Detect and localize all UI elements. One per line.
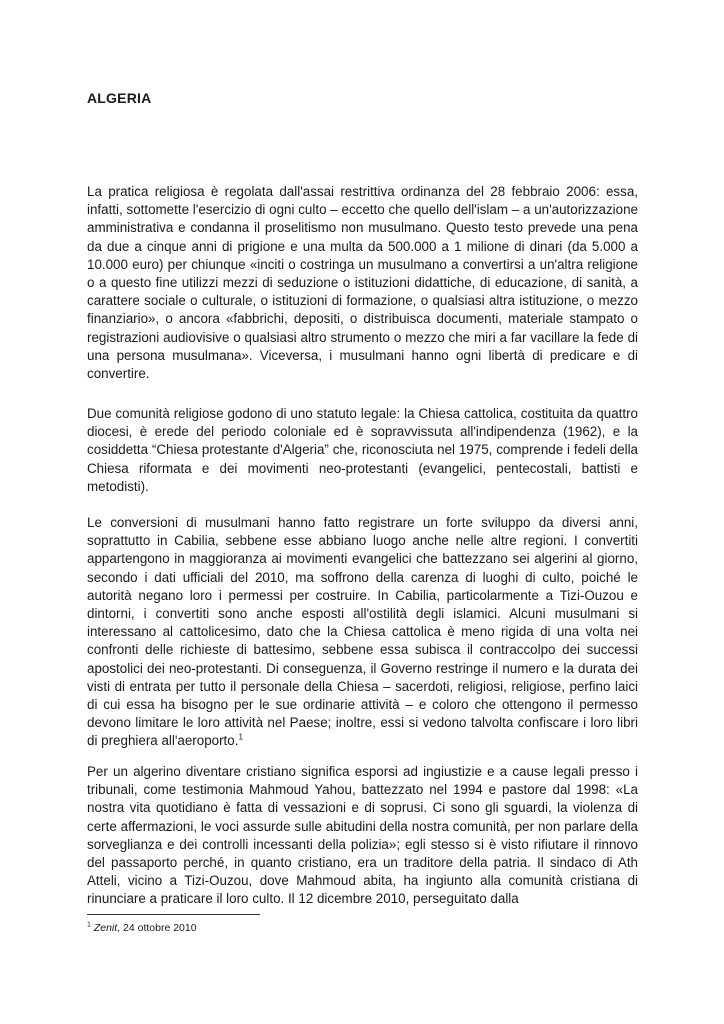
- footnote-divider: [87, 914, 260, 915]
- paragraph-3-text: Le conversioni di musulmani hanno fatto registrare un forte sviluppo da diversi anni, soprattutto in Cabilia, sebbene esse abbiano luogo anche nelle altre regioni. I convertiti appartengono in maggioranza ai movimenti evangelici che battezzano sei algerini al giorno, secondo i dati ufficiali del 2010, ma soffrono della carenza di luoghi di culto, poiché le autorità negano loro i permessi per costruire. In Cabilia, particolarmente a Tizi-Ouzou e dintorni, i convertiti sono anche esposti all'ostilità degli islamici. Alcuni musulmani si interessano al cattolicesimo, dato che la Chiesa cattolica è meno rigida di una volta nei confronti delle richieste di battesimo, sebbene essa subisca il contraccolpo dei successi apostolici dei neo-protestanti. Di conseguenza, il Governo restringe il numero e la durata dei visti di entrata per tutto il personale della Chiesa – sacerdoti, religiosi, religiose, perfino laici di cui essa ha bisogno per le sue ordinarie attività – e coloro che ottengono il permesso devono limitare le loro attività nel Paese; inoltre, essi si vedono talvolta confiscare i loro libri di preghiera all'aeroporto.: [87, 515, 638, 749]
- footnote-date: , 24 ottobre 2010: [117, 922, 197, 934]
- paragraph-4: Per un algerino diventare cristiano significa esporsi ad ingiustizie e a cause legali presso i tribunali, come testimonia Mahmoud Yahou, battezzato nel 1994 e pastore dal 1998: «La nostra vita quotidiano è fatta di vessazioni e di soprusi. Ci sono gli sguardi, la violenza di certe affermazioni, le voci assurde sulle abitudini della nostra comunità, per non parlare della sorveglianza e dei controlli incessanti della polizia»; egli stesso si è visto rifiutare il rinnovo del passaporto perché, in quanto cristiano, era un traditore della patria. Il sindaco di Ath Atteli, vicino a Tizi-Ouzou, dove Mahmoud abita, ha ingiunto alla comunità cristiana di rinunciare a praticare il loro culto. Il 12 dicembre 2010, perseguitato dalla: [87, 764, 638, 907]
- paragraph-3: [87, 514, 638, 751]
- paragraph-1: La pratica religiosa è regolata dall'assai restrittiva ordinanza del 28 febbraio 2006: essa, infatti, sottomette l'esercizio di ogni culto – eccetto che quello dell'islam – a un'autorizzazione amministrativa e condanna il proselitismo non musulmano. Questo testo prevede una pena da due a cinque anni di prigione e una multa da 500.000 a 1 milione di dinari (da 5.000 a 10.000 euro) per chiunque «inciti o costringa un musulmano a convertirsi a un'altra religione o a questo fine utilizzi mezzi di seduzione o istituzioni didattiche, di educazione, di sanità, a carattere sociale o culturale, o istituzioni di formazione, o qualsiasi altra istituzione, o mezzo finanziario», o ancora «fabbrichi, depositi, o distribuisca documenti, materiale stampato o registrazioni audiovisive o qualsiasi altro strumento o mezzo che miri a far vacillare la fede di una persona musulmana». Viceversa, i musulmani hanno ogni libertà di predicare e di convertire.: [87, 184, 638, 382]
- section-heading: ALGERIA: [87, 90, 152, 106]
- footnote-number: 1: [87, 921, 91, 929]
- paragraph-2: Due comunità religiose godono di uno statuto legale: la Chiesa cattolica, costituita da quattro diocesi, è erede del periodo coloniale ed è sopravvissuta all'indipendenza (1962), e la cosiddetta “Chiesa protestante d'Algeria” che, riconosciuta nel 1975, comprende i fedeli della Chiesa riformata e dei movimenti neo-protestanti (evangelici, pentecostali, battisti e metodisti).: [87, 406, 638, 494]
- footnote-source: Zenit: [93, 922, 118, 934]
- footnote-reference[interactable]: 1: [238, 732, 243, 742]
- footnote: [87, 922, 197, 934]
